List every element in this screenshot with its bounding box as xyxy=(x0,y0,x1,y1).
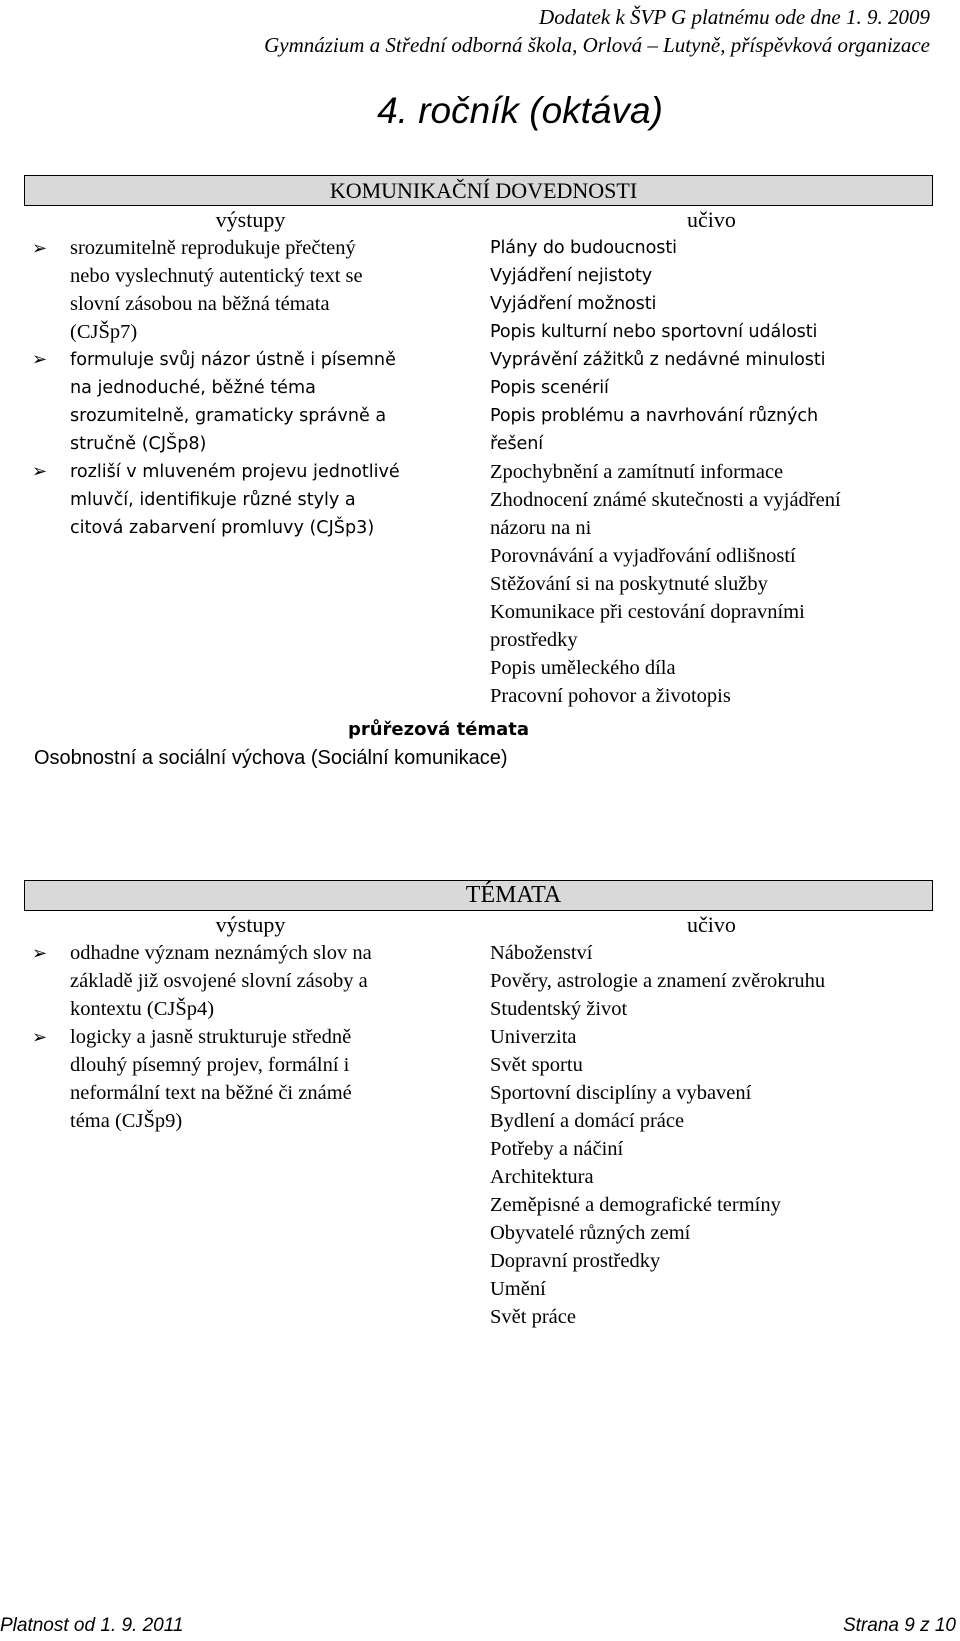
content-item: Umění xyxy=(490,1278,546,1300)
content-item: Popis kulturní nebo sportovní události xyxy=(490,322,818,342)
content-item: Sportovní disciplíny a vybavení xyxy=(490,1082,752,1104)
page-title: 4. ročník (oktáva) xyxy=(377,90,663,131)
arrow-bullet-icon: ➢ xyxy=(32,461,48,482)
section-heading: TÉMATA xyxy=(24,880,933,911)
content-item: Náboženství xyxy=(490,942,593,964)
content-item: Bydlení a domácí práce xyxy=(490,1110,685,1132)
header-line-2: Gymnázium a Střední odborná škola, Orlová – Lutyně, příspěvková organizace xyxy=(264,33,930,57)
output-item: ➢ odhadne význam neznámých slov na základě již osvojené slovní zásoby a kontextu (CJŠp4) xyxy=(24,939,477,1023)
content-item: Vyjádření nejistoty xyxy=(490,266,653,286)
content-item: Popis scenérií xyxy=(490,378,609,398)
content-item: Pracovní pohovor a životopis xyxy=(490,685,731,707)
content-heading: učivo xyxy=(687,207,736,232)
output-item: ➢ formuluje svůj názor ústně i písemně na jednoduché, běžné téma srozumitelně, gramaticky správně a stručně (CJŠp8) xyxy=(24,346,477,458)
content-item: Komunikace při cestování dopravními xyxy=(490,601,805,623)
cross-topics-text: Osobnostní a sociální výchova (Sociální komunikace) xyxy=(34,747,508,769)
content-item: Svět práce xyxy=(490,1306,576,1328)
content-list xyxy=(490,234,933,710)
content-item: Porovnávání a vyjadřování odlišností xyxy=(490,545,796,567)
header-line-1: Dodatek k ŠVP G platnému ode dne 1. 9. 2009 xyxy=(539,5,930,29)
footer-page-number: Strana 9 z 10 xyxy=(842,1615,956,1636)
content-item: Vyjádření možnosti xyxy=(490,294,657,314)
cross-topics-heading: průřezová témata xyxy=(347,719,530,740)
outputs-heading: výstupy xyxy=(215,207,286,232)
content-item: Potřeby a náčiní xyxy=(490,1138,624,1160)
content-item: Vyprávění zážitků z nedávné minulosti xyxy=(490,350,826,370)
content-item: Zpochybnění a zamítnutí informace xyxy=(490,461,784,483)
outputs-column xyxy=(24,911,477,1331)
content-item: Dopravní prostředky xyxy=(490,1250,661,1272)
content-item: Plány do budoucnosti xyxy=(490,238,677,258)
content-item: Studentský život xyxy=(490,998,628,1020)
content-item: Architektura xyxy=(490,1166,594,1188)
content-item: prostředky xyxy=(490,629,578,651)
content-heading: učivo xyxy=(687,912,736,937)
content-item: řešení xyxy=(490,434,544,454)
page-footer xyxy=(0,1611,960,1641)
arrow-bullet-icon: ➢ xyxy=(32,349,48,370)
content-item: Svět sportu xyxy=(490,1054,583,1076)
content-item: názoru na ni xyxy=(490,517,592,539)
outputs-list xyxy=(24,234,477,542)
section-heading: KOMUNIKAČNÍ DOVEDNOSTI xyxy=(24,175,933,206)
content-item: Popis problému a navrhování různých xyxy=(490,406,818,426)
content-item: Zhodnocení známé skutečnosti a vyjádření xyxy=(490,489,841,511)
content-list xyxy=(490,939,933,1331)
content-column xyxy=(477,206,933,710)
content-item: Zeměpisné a demografické termíny xyxy=(490,1194,781,1216)
footer-validity: Platnost od 1. 9. 2011 xyxy=(0,1615,184,1636)
arrow-bullet-icon: ➢ xyxy=(32,1027,48,1047)
section-topics xyxy=(24,880,933,1331)
content-item: Univerzita xyxy=(490,1026,577,1048)
content-item: Stěžování si na poskytnuté služby xyxy=(490,573,768,595)
output-item: ➢ rozliší v mluveném projevu jednotlivé mluvčí, identifikuje různé styly a citová zabarvení promluvy (CJŠp3) xyxy=(24,458,477,542)
output-item: ➢ logicky a jasně strukturuje středně dlouhý písemný projev, formální i neformální text na běžné či známé téma (CJŠp9) xyxy=(24,1023,477,1135)
content-item: Popis uměleckého díla xyxy=(490,657,676,679)
section-communication-skills xyxy=(24,175,933,772)
output-item: ➢ srozumitelně reprodukuje přečtený nebo vyslechnutý autentický text se slovní zásobou na běžná témata (CJŠp7) xyxy=(24,234,477,346)
arrow-bullet-icon: ➢ xyxy=(32,943,48,963)
content-item: Pověry, astrologie a znamení zvěrokruhu xyxy=(490,970,826,992)
outputs-heading: výstupy xyxy=(215,912,286,937)
content-column xyxy=(477,911,933,1331)
content-item: Obyvatelé různých zemí xyxy=(490,1222,691,1244)
outputs-column xyxy=(24,206,477,710)
arrow-bullet-icon: ➢ xyxy=(32,238,48,258)
outputs-list xyxy=(24,939,477,1135)
